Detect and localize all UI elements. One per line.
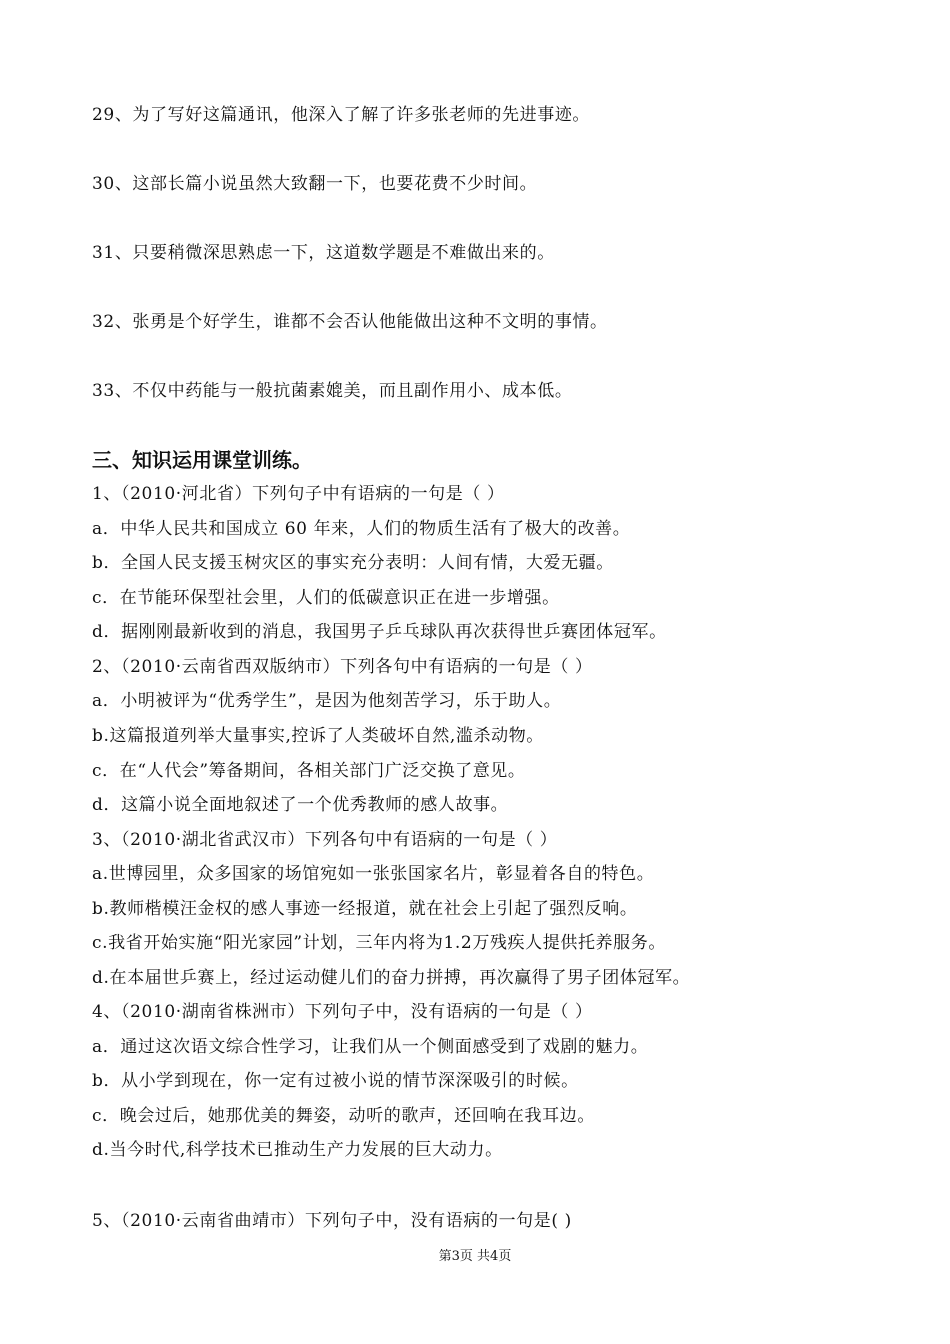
question-stem: 4、（2010·湖南省株洲市）下列句子中，没有语病的一句是（ ） <box>92 1002 593 1022</box>
option-a: a．通过这次语文综合性学习，让我们从一个侧面感受到了戏剧的魅力。 <box>92 1037 649 1057</box>
question-30: 30、这部长篇小说虽然大致翻一下，也要花费不少时间。 <box>92 174 538 194</box>
option-b: b．全国人民支援玉树灾区的事实充分表明：人间有情，大爱无疆。 <box>92 553 614 573</box>
option-b: b．从小学到现在，你一定有过被小说的情节深深吸引的时候。 <box>92 1071 579 1091</box>
question-stem: 1、（2010·河北省）下列句子中有语病的一句是（ ） <box>92 484 505 504</box>
page-number: 第3页 共4页 <box>438 1249 512 1264</box>
question-33: 33、不仅中药能与一般抗菌素媲美，而且副作用小、成本低。 <box>92 381 573 401</box>
option-b: b.这篇报道列举大量事实,控诉了人类破坏自然,滥杀动物。 <box>92 726 544 746</box>
question-29: 29、为了写好这篇通讯，他深入了解了许多张老师的先进事迹。 <box>92 105 591 125</box>
option-a: a．小明被评为“优秀学生”，是因为他刻苦学习，乐于助人。 <box>92 691 562 711</box>
option-c: c.我省开始实施“阳光家园”计划，三年内将为1.2万残疾人提供托养服务。 <box>92 933 666 953</box>
option-c: c．在“人代会”筹备期间，各相关部门广泛交换了意见。 <box>92 761 526 781</box>
question-stem: 2、（2010·云南省西双版纳市）下列各句中有语病的一句是（ ） <box>92 657 593 677</box>
question-32: 32、张勇是个好学生，谁都不会否认他能做出这种不文明的事情。 <box>92 312 608 332</box>
option-c: c．在节能环保型社会里，人们的低碳意识正在进一步增强。 <box>92 588 560 608</box>
option-d: d．这篇小说全面地叙述了一个优秀教师的感人故事。 <box>92 795 509 815</box>
question-stem: 3、（2010·湖北省武汉市）下列各句中有语病的一句是（ ） <box>92 830 558 850</box>
option-a: a.世博园里，众多国家的场馆宛如一张张国家名片，彰显着各自的特色。 <box>92 864 655 884</box>
option-d: d.在本届世乒赛上，经过运动健儿们的奋力拼搏，再次赢得了男子团体冠军。 <box>92 968 691 988</box>
option-a: a．中华人民共和国成立 60 年来，人们的物质生活有了极大的改善。 <box>92 519 631 539</box>
option-b: b.教师楷模汪金权的感人事迹一经报道，就在社会上引起了强烈反响。 <box>92 899 638 919</box>
option-d: d．据刚刚最新收到的消息，我国男子乒乓球队再次获得世乒赛团体冠军。 <box>92 622 667 642</box>
option-d: d.当今时代,科学技术已推动生产力发展的巨大动力。 <box>92 1140 503 1160</box>
question-stem: 5、（2010·云南省曲靖市）下列句子中，没有语病的一句是( ) <box>92 1211 572 1231</box>
section-heading: 三、知识运用课堂训练。 <box>92 448 312 472</box>
question-31: 31、只要稍微深思熟虑一下，这道数学题是不难做出来的。 <box>92 243 555 263</box>
option-c: c．晚会过后，她那优美的舞姿，动听的歌声，还回响在我耳边。 <box>92 1106 595 1126</box>
